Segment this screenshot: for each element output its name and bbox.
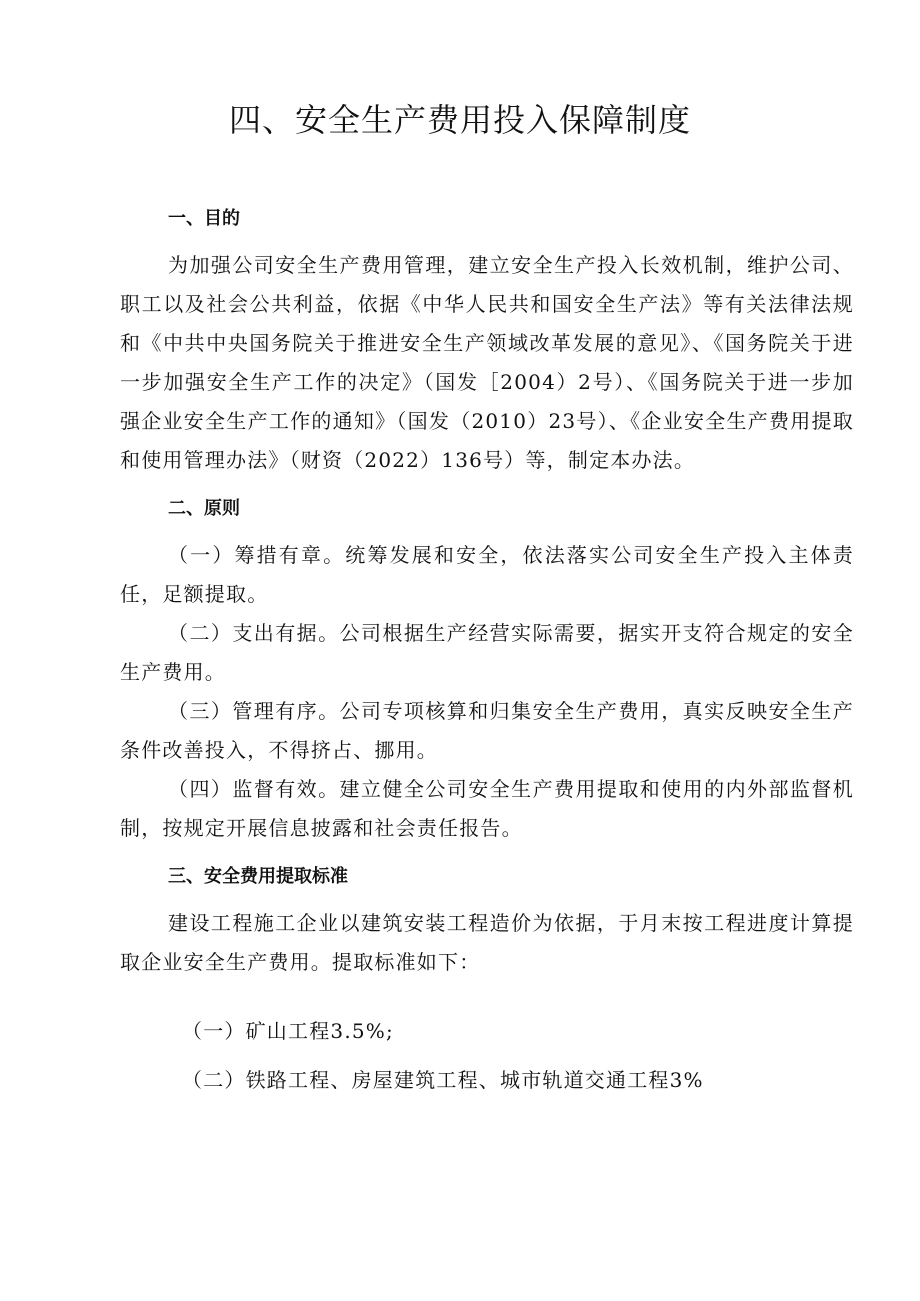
document-title: 四、安全生产费用投入保障制度 — [228, 101, 691, 139]
paragraph: （四）监督有效。建立健全公司安全生产费用提取和使用的内外部监督机制，按规定开展信息披露和社会责任报告。 — [120, 777, 854, 840]
paragraph: （二）支出有据。公司根据生产经营实际需要，据实开支符合规定的安全生产费用。 — [120, 621, 854, 684]
section-principles — [120, 496, 854, 848]
section-standards — [120, 864, 854, 1100]
paragraph: （三）管理有序。公司专项核算和归集安全生产费用，真实反映安全生产条件改善投入，不得挤占、挪用。 — [120, 699, 854, 762]
paragraph: （一）筹措有章。统筹发展和安全，依法落实公司安全生产投入主体责任，足额提取。 — [120, 543, 854, 606]
paragraph: 建设工程施工企业以建筑安装工程造价为依据，于月末按工程进度计算提取企业安全生产费用。提取标准如下： — [120, 911, 854, 974]
section-heading: 三、安全费用提取标准 — [168, 866, 348, 887]
section-purpose — [120, 206, 854, 480]
list-item: （二）铁路工程、房屋建筑工程、城市轨道交通工程3% — [182, 1068, 704, 1092]
list-item: （一）矿山工程3.5%; — [182, 1019, 394, 1043]
section-heading: 一、目的 — [168, 208, 240, 229]
paragraph: 为加强公司安全生产费用管理，建立安全生产投入长效机制，维护公司、职工以及社会公共利益，依据《中华人民共和国安全生产法》等有关法律法规和《中共中央国务院关于推进安全生产领域改革发展的意见》、《国务院关于进一步加强安全生产工作的决定》（国发［2004）2号）、《国务院关于进一步加强企业安全生产工作的通知》（国发（2010）23号）、《企业安全生产费用提取和使用管理办法》（财资（2022）136号）等，制定本办法。 — [120, 253, 854, 472]
section-heading: 二、原则 — [168, 498, 240, 519]
